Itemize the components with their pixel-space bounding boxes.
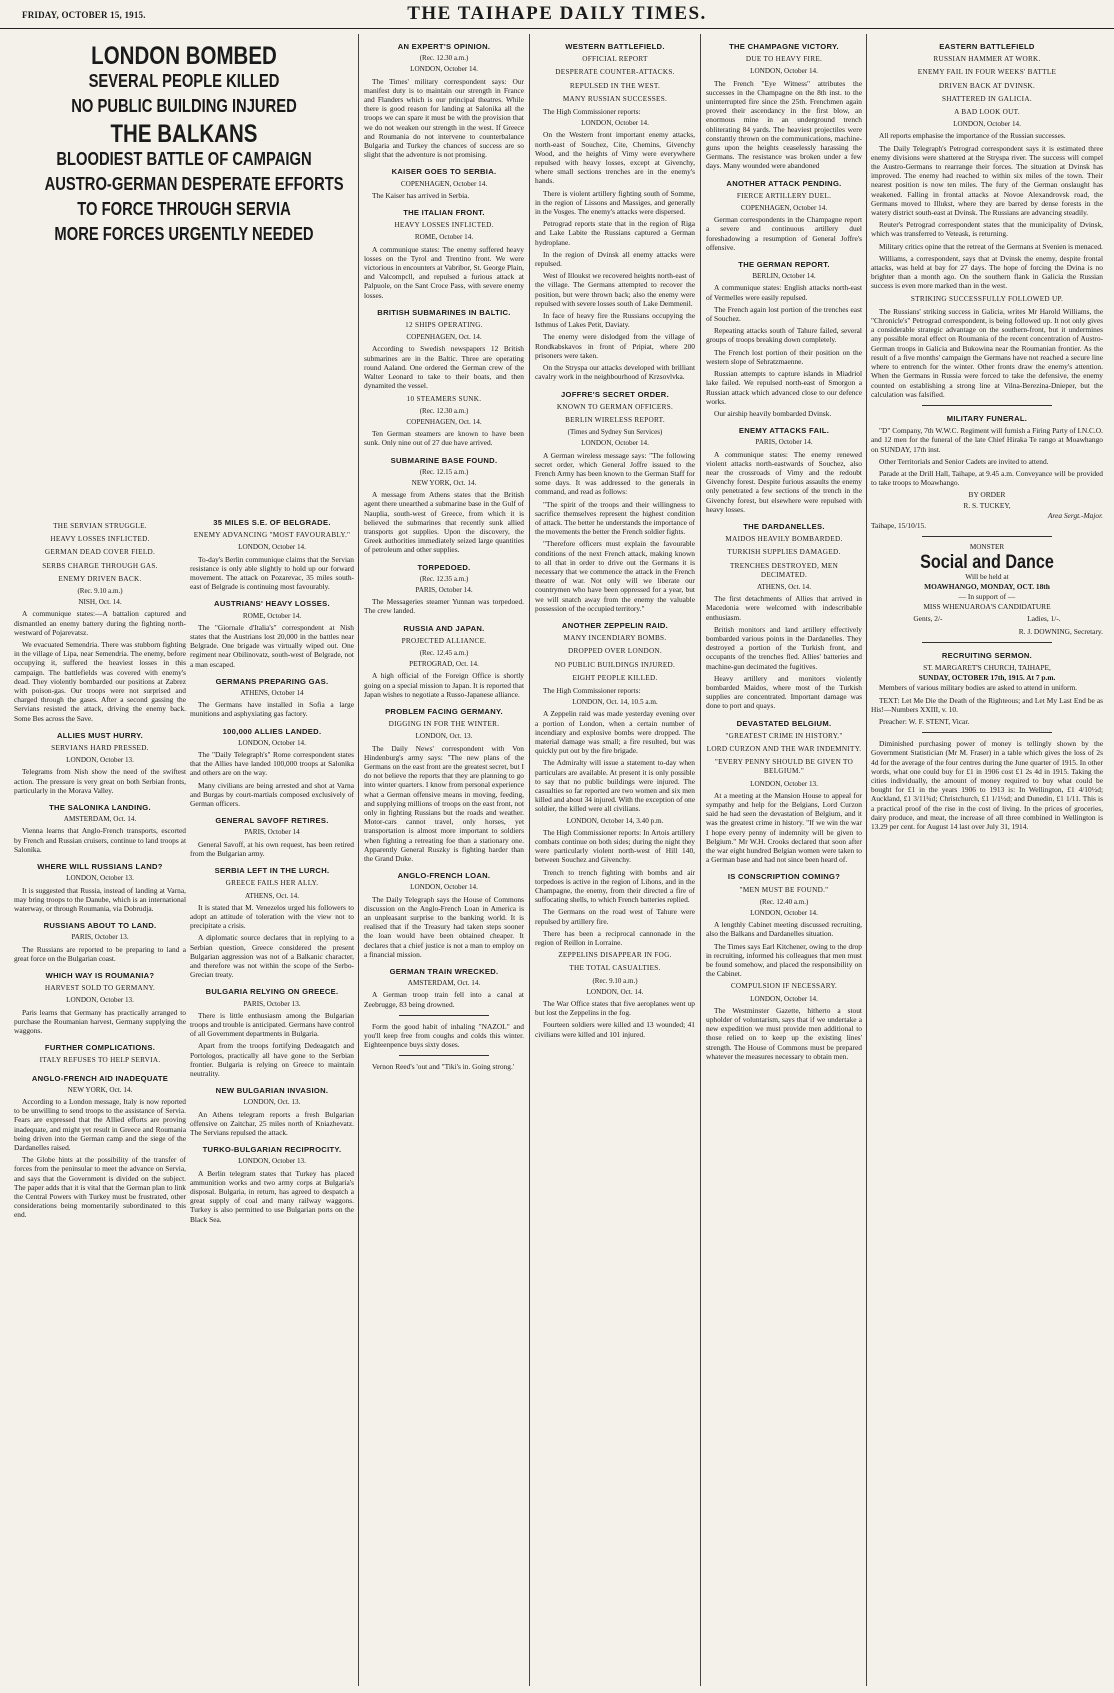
article-paragraph: The "Giornale d'Italia's" correspondent at Nish states that the Austrians lost 20,000 in the battles near Belgrade. One brigade was virtually wiped out. One regiment near Obilinovatz, south-west of Belgrade, not a man escaped.	[190, 622, 354, 669]
section-heading: ANOTHER ZEPPELIN RAID.	[561, 620, 669, 630]
dateline: ATHENS, Oct. 14.	[756, 582, 812, 591]
subhead: DESPERATE COUNTER-ATTACKS.	[555, 68, 675, 77]
banner-headline: LONDON BOMBED	[91, 42, 277, 70]
article-paragraph: The Germans have installed in Sofia a large munitions and asphyxiating gas factory.	[190, 700, 354, 719]
dateline: LONDON, October 13.	[750, 779, 818, 788]
subhead: FIERCE ARTILLERY DUEL.	[736, 191, 832, 200]
received-time: (Rec. 12.30 a.m.)	[419, 54, 469, 63]
banner-headline: AUSTRO-GERMAN DESPERATE EFFORTS	[44, 174, 344, 195]
dateline: LONDON, Oct. 14.	[586, 987, 644, 996]
article-paragraph: A communique states:—A battalion captured and dismantled an enemy battery during the fighting north-westward of Pojarevatsz.	[14, 609, 186, 637]
advert-line: MONSTER	[969, 543, 1005, 552]
notice-paragraph: "D" Company, 7th W.W.C. Regiment will furnish a Firing Party of I.N.C.O. and 12 men for the funeral of the late Chief Hiraka Te rango at Moawhango on SUNDAY, 17th inst.	[871, 426, 1103, 454]
article-paragraph: Petrograd reports state that in the region of Riga and Lake Labite the Russians captured a German hydroplane.	[535, 219, 695, 247]
article-paragraph: A German wireless message says: "The following secret order, which General Joffre issued to the French Army has been known to the German Staff for some days. It was addressed to the generals in command, and read as follows:	[535, 450, 695, 497]
subhead: THE TOTAL CASUALTIES.	[569, 964, 661, 973]
dateline: LONDON, October 14.	[750, 909, 818, 918]
notice-paragraph: Parade at the Drill Hall, Taihape, at 9.45 a.m. Conveyance will be provided to take troops to Moawhango.	[871, 468, 1103, 488]
signature-line: R. S. TUCKEY,	[963, 500, 1011, 510]
received-time: (Rec. 12.30 a.m.)	[419, 406, 469, 415]
subhead: DROPPED OVER LONDON.	[567, 647, 663, 656]
section-heading: GERMAN TRAIN WRECKED.	[389, 967, 499, 977]
article-paragraph: Reuter's Petrograd correspondent states that the municipality of Dvinsk, which was transferred to Veteask, is returning.	[871, 220, 1103, 239]
article-paragraph: Fourteen soldiers were killed and 13 wounded; 41 civilians were killed and 101 injured.	[535, 1020, 695, 1039]
article-paragraph: Telegrams from Nish show the need of the swiftest action. The pressure is very great on both Serbian fronts, particularly in the Morava Valley.	[14, 767, 186, 795]
article-paragraph: A message from Athens states that the British agent there unearthed a submarine base in the Gulf of Nauplia, south-west of Greece, from which it is believed the submarines that recently sunk allied transports got supplies. Upon the discovery, the Greek authorities immediately seized large quantities of petroleum and other supplies.	[364, 490, 524, 555]
article-paragraph: The enemy were dislodged from the village of Rondkabskavos in front of Pripiat, where 200 prisoners were taken.	[535, 332, 695, 360]
section-heading: AUSTRIANS' HEAVY LOSSES.	[214, 599, 330, 609]
section-heading: THE DARDANELLES.	[743, 521, 825, 531]
article-paragraph: German correspondents in the Champagne report a severe and continuous artillery duel foreshadowing a resumption of General Joffre's offensive.	[706, 215, 862, 252]
article-paragraph: In face of heavy fire the Russians occupying the Isthmus of Lakes Petit, Daviaty.	[535, 311, 695, 330]
article-paragraph: The Globe hints at the possibility of the transfer of forces from the peninsular to meet the advance on Servia, and says that the Government is divided on the subject. The paper adds that it is vital that the German plan to link the Central Powers with Turkey must be frustrated, other considerations being momentarily subordinated to this end.	[14, 1155, 186, 1220]
article-paragraph: On the Western front important enemy attacks, north-east of Souchez, Cite, Chemins, Givenchy Wood, and the heights of Vimy were everywhere repulsed with heavy losses, except at Givenchy, where small sections trenches are in the enemy's hands.	[535, 130, 695, 186]
signature-line: BY ORDER	[968, 490, 1006, 500]
column-rule	[358, 34, 359, 1686]
dateline: ATHENS, Oct. 14.	[244, 891, 300, 900]
article-paragraph: The High Commissioner reports: In Artois artillery combats continue on both sides; during the night they were particularly violent north-west of Hill 140, between Souchez and Givenchy.	[535, 827, 695, 865]
article-paragraph: The French "Eye Witness" attributes the successes in the Champagne on the 8th inst. to the uninterrupted fire since the 25th. Frenchmen again proved their ascendancy in the first blow, an enormous mine in an underground trench obliterating 84 yards. The heaviest projectiles were constantly thrown on the communications, machine-guns upon the heights ceaselessly harassing the Germans. The resistance was broken under a few days. Many wounded were abandoned	[706, 78, 862, 171]
article-paragraph: The French again lost portion of the trenches east of Souchez.	[706, 304, 862, 324]
article-paragraph: It is stated that M. Venezelos urged his followers to adopt an attitude of toleration with the view not to precipitate a crisis.	[190, 902, 354, 931]
notice-line: SUNDAY, OCTOBER 17th, 1915. At 7 p.m.	[918, 673, 1056, 683]
dateline: LONDON, October 13.	[238, 1157, 306, 1166]
advert-line: R. J. DOWNING, Secretary.	[1018, 626, 1103, 636]
article-paragraph: Vienna learns that Anglo-French transports, escorted by French and Russian cruisers, continue to land troops at Salonika.	[14, 826, 186, 854]
article-paragraph: On the Stryspa our attacks developed with brilliant cavalry work in the neighbourhood of Krzsovlvka.	[535, 363, 695, 382]
section-heading: BULGARIA RELYING ON GREECE.	[205, 987, 339, 997]
received-time: (Rec. 12.15 a.m.)	[419, 467, 469, 476]
subhead: TURKISH SUPPLIES DAMAGED.	[727, 548, 841, 557]
article-paragraph: There is violent artillery fighting south of Somme, in the region of Lissons and Massiges, and generally in the Vosges. The enemy's attacks were dispersed.	[535, 188, 695, 217]
dateline: LONDON, October 14.	[750, 994, 818, 1003]
subhead: 10 STEAMERS SUNK.	[406, 394, 482, 403]
section-heading: THE SALONIKA LANDING.	[49, 803, 151, 813]
subhead: BERLIN WIRELESS REPORT.	[565, 415, 665, 424]
dateline: PETROGRAD, Oct. 14.	[409, 660, 479, 669]
article-paragraph: The Daily News' correspondent with Von Hindenburg's army says: "The new plans of the Germans on the east front are the greatest secret, but I do not believe the reports that they are planning to go into winter quarters. I know from personal experience what a German offensive means in moving, feeding, and supplying millions of troops on the east front, not only in fighting Russians but the roads and weather. Motor-cars cannot travel, only horses, yet transportation is almost more important to soldiers when fighting a retreating foe than a stationary one. Apparently General Ruszky is fighting harder than the Grand Duke.	[364, 743, 524, 864]
article-paragraph: Diminished purchasing power of money is tellingly shown by the Government Statistician (Mr M. Fraser) in a table which gives the loss of 2s 4d for the average of the four centres during the June quarter of 1915. In other words, what one could buy for £1 in 1906 cost £1 2s 4d in 1915. Taking the cities individually, the amount of money required to buy what could be bought for £1 in the years 1906 to 1913 is: In Wellington, £1 4/10½d; Auckland, £1 3/11¾d; Christchurch, £1 1/1½d; and Dunedin, £1 1/11. This is a practical proof of the rise in the cost of living. In the prices of groceries, dairy produce, and meat, the increase of all three combined in Wellington is 13.29 per cent. for August 14 last over July 31, 1914.	[871, 739, 1103, 832]
section-heading: ANGLO-FRENCH LOAN.	[397, 871, 491, 881]
advertisement-text: Vernon Reed's 'out and "Tiki's in. Going strong.'	[372, 1062, 515, 1072]
dateline: LONDON, Oct. 14, 10.5 a.m.	[572, 698, 658, 707]
subhead: RUSSIAN HAMMER AT WORK.	[933, 55, 1041, 64]
article-paragraph: A communique states: English attacks north-east of Vermelles were easily repulsed.	[706, 283, 862, 302]
subhead: EIGHT PEOPLE KILLED.	[572, 673, 658, 682]
subhead: TRENCHES DESTROYED, MEN DECIMATED.	[729, 561, 839, 579]
section-heading: AN EXPERT'S OPINION.	[397, 42, 491, 51]
subhead: GERMAN DEAD COVER FIELD.	[44, 548, 156, 557]
notice-paragraph: TEXT: Let Me Die the Death of the Righteous; and Let My Last End be as His!—Numbers XXIII, v. 10.	[871, 695, 1103, 714]
banner-headline: MORE FORCES URGENTLY NEEDED	[54, 224, 314, 245]
dateline: ROME, October 14.	[242, 611, 302, 620]
section-heading: GERMANS PREPARING GAS.	[215, 676, 329, 686]
subhead: ITALY REFUSES TO HELP SERVIA.	[39, 1056, 161, 1065]
column-6	[871, 34, 1103, 1688]
dateline: BERLIN, October 14.	[752, 272, 816, 281]
dateline: LONDON, October 14.	[953, 120, 1021, 129]
dateline: LONDON, October 13.	[66, 874, 134, 883]
subhead: DUE TO HEAVY FIRE.	[745, 55, 823, 64]
section-heading: FURTHER COMPLICATIONS.	[44, 1043, 156, 1053]
article-paragraph: West of Illoukst we recovered heights north-east of the village. The Germans attempted to recover the position, but were thrown back; also the enemy were repulsed with severe losses south of Lake Demmenil.	[535, 271, 695, 308]
section-heading: SUBMARINE BASE FOUND.	[390, 455, 498, 465]
dateline: LONDON, October 14.	[750, 67, 818, 76]
column-rule	[866, 34, 867, 1686]
subhead: OFFICIAL REPORT	[582, 55, 648, 64]
subhead: STRIKING SUCCESSFULLY FOLLOWED UP.	[910, 294, 1064, 303]
subhead: ZEPPELINS DISAPPEAR IN FOG.	[558, 951, 672, 960]
article-paragraph: The Russians are reported to be preparing to land a great force on the Bulgarian coast.	[14, 944, 186, 963]
subhead: MANY RUSSIAN SUCCESSES.	[562, 94, 668, 103]
section-heading: RECRUITING SERMON.	[941, 650, 1033, 660]
article-paragraph: We evacuated Semendria. There was stubborn fighting in the village of Lipa, near Semendria. The enemy, before occupying it, suffered the heaviest losses in this campaign. The battlefields was covered with enemy's dead. They violently bombarded our positions at Zabrez with poison-gas. Our troops were not surprised and charged through the gases. After a second gassing the Servians resisted the attack, driving the enemy back. Some Bes across the Save.	[14, 640, 186, 723]
subhead: HARVEST SOLD TO GERMANY.	[44, 984, 156, 993]
section-heading: RUSSIA AND JAPAN.	[403, 623, 485, 633]
dateline: PARIS, October 13.	[243, 999, 301, 1008]
article-paragraph: A communique states: The enemy suffered heavy losses on the Tyrol and Trentino front. We were victorious in encounters at Vabribor, St. George Plain, and Valcompcll, and repulsed a furious attack at Palpuole, on the Sant Croce Pass, with severe enemy losses.	[364, 244, 524, 300]
dateline: LONDON, October 14.	[581, 439, 649, 448]
received-time: (Times and Sydney Sun Services)	[567, 428, 663, 437]
divider	[922, 405, 1052, 406]
section-heading: TORPEDOED.	[417, 562, 471, 572]
dateline: PARIS, October 14.	[755, 438, 813, 447]
article-paragraph: British monitors and land artillery effectively bombarded various points in the Dardanelles. They destroyed a portion of the Turkish front, and occupants of the trenches fled. Allies' batteries and machine-gun decimated the fugitives.	[706, 624, 862, 671]
dateline: AMSTERDAM, Oct. 14.	[63, 815, 137, 824]
section-heading: KAISER GOES TO SERBIA.	[391, 167, 497, 177]
section-heading: THE ITALIAN FRONT.	[403, 208, 485, 218]
article-paragraph: A Berlin telegram states that Turkey has placed ammunition works and two army corps at Bulgaria's disposal. Bulgaria, in return, has agreed to despatch a great supply of coal and many railway waggons. Turkey is also permitted to use Bulgarian ports on the Black Sea.	[190, 1168, 354, 1224]
subhead: 12 SHIPS OPERATING.	[405, 321, 483, 330]
article-paragraph: Trench to trench fighting with bombs and air torpedoes is active in the region of Lihons, and in the Champagne, the enemy, from their directed a fire of suffocating shells, to which French batteries replied.	[535, 867, 695, 905]
subhead: "GREATEST CRIME IN HISTORY."	[725, 731, 843, 740]
lead-banner	[14, 34, 354, 494]
notice-paragraph: Preacher: W. F. STENT, Vicar.	[879, 716, 970, 726]
column-rule	[700, 34, 701, 1686]
column-rule	[529, 34, 530, 1686]
article-paragraph: In the region of Dvinsk all enemy attacks were repulsed.	[535, 249, 695, 269]
article-paragraph: It is suggested that Russia, instead of landing at Varna, may bring troops to the Danube, which is an international waterway, or through Roumania, via Dobrudja.	[14, 885, 186, 913]
issue-date: FRIDAY, OCTOBER 15, 1915.	[22, 10, 146, 20]
article-paragraph: A communique states: The enemy renewed violent attacks north-eastwards of Souchez, also near the crossroads of Vimy and the redoubt Givenchy forest. Despite furious assaults the enemy only penetrated a few sections of the trench in the Givenchy forest, but elsewhere were repulsed with heavy losses.	[706, 449, 862, 514]
dateline: LONDON, October 14, 3.40 p.m.	[566, 816, 664, 825]
subhead: "MEN MUST BE FOUND."	[739, 885, 829, 894]
signature-line: Taihape, 15/10/15.	[871, 520, 927, 530]
section-heading: BRITISH SUBMARINES IN BALTIC.	[377, 307, 511, 317]
article-paragraph: The Messageries steamer Yunnan was torpedoed. The crew landed.	[364, 597, 524, 616]
article-paragraph: The Admiralty will issue a statement to-day when particulars are available. At present it is only possible to say that no public buildings were injured. The casualties so far reported are two women and six men killed and about 34 injured. With the exception of one soldier, the killed were all civilians.	[535, 758, 695, 814]
section-heading: MILITARY FUNERAL.	[946, 413, 1028, 423]
article-paragraph: Repeating attacks south of Tahure failed, several groups of troops breaking down completely.	[706, 326, 862, 345]
section-heading: PROBLEM FACING GERMANY.	[385, 706, 503, 716]
dateline: LONDON, October 14.	[238, 738, 306, 747]
advert-line: — In support of —	[958, 591, 1016, 601]
notice-paragraph: Other Territorials and Senior Cadets are invited to attend.	[879, 456, 1049, 466]
column-3	[364, 34, 524, 1688]
section-heading: WESTERN BATTLEFIELD.	[565, 42, 665, 51]
section-heading: NEW BULGARIAN INVASION.	[215, 1086, 329, 1096]
dateline: COPENHAGEN, October 14.	[400, 179, 488, 188]
article-paragraph: "Therefore officers must explain the favourable conditions of the next French attack, making known to all that in order to drive out the Germans it is necessary that we commence the attack in the French theatre of war. Not only will we liberate our countrymen who have been oppressed for a year, but we will snatch away from the enemy the valuable possession of the occupied territory."	[535, 539, 695, 613]
received-time: (Rec. 12.35 a.m.)	[419, 574, 469, 583]
subhead: NO PUBLIC BUILDINGS INJURED.	[554, 660, 676, 669]
newspaper-title: THE TAIHAPE DAILY TIMES.	[407, 3, 707, 24]
section-heading: GENERAL SAVOFF RETIRES.	[215, 816, 329, 826]
section-heading: RUSSIANS ABOUT TO LAND.	[43, 921, 157, 931]
subhead: HEAVY LOSSES INFLICTED.	[50, 535, 150, 544]
article-paragraph: A German troop train fell into a canal at Zeebrugge, 83 being drowned.	[364, 990, 524, 1009]
section-heading: TURKO-BULGARIAN RECIPROCITY.	[202, 1145, 342, 1155]
article-paragraph: A Zeppelin raid was made yesterday evening over a portion of London, when a certain number of incendiary and explosive bombs were dropped. The material damage was small; a fire resulted, but was quickly put out by the fire brigade.	[535, 709, 695, 756]
subhead: SERVIANS HARD PRESSED.	[51, 744, 149, 753]
article-paragraph: Our airship heavily bombarded Dvinsk.	[714, 408, 832, 418]
dateline: AMSTERDAM, Oct. 14.	[407, 979, 481, 988]
dateline: COPENHAGEN, Oct. 14.	[406, 333, 482, 342]
section-heading: THE GERMAN REPORT.	[738, 260, 830, 270]
section-heading: IS CONSCRIPTION COMING?	[727, 872, 841, 882]
masthead	[0, 0, 1114, 29]
section-heading: SERBIA LEFT IN THE LURCH.	[214, 866, 330, 876]
subhead: HEAVY LOSSES INFLICTED.	[394, 221, 494, 230]
article-paragraph: Ten German steamers are known to have been sunk. Only nine out of 27 due have arrived.	[364, 429, 524, 448]
article-paragraph: Many civilians are being arrested and shot at Varna and Burgas by court-martials composed exclusively of German officers.	[190, 780, 354, 809]
subhead: MANY INCENDIARY BOMBS.	[563, 634, 667, 643]
dateline: PARIS, October 14.	[415, 585, 473, 594]
subhead: SHATTERED IN GALICIA.	[942, 94, 1032, 103]
dateline: LONDON, Oct. 13.	[243, 1098, 301, 1107]
subhead: LORD CURZON AND THE WAR INDEMNITY.	[706, 745, 862, 753]
banner-headline: THE BALKANS	[110, 119, 258, 148]
article-paragraph: Paris learns that Germany has practically arranged to purchase the Roumanian harvest, Germany supplying the waggons.	[14, 1007, 186, 1035]
column-2	[190, 510, 354, 1688]
article-paragraph: The Daily Telegraph's Petrograd correspondent says it is estimated three enemy divisions were shattered at the Stryspa river. The success will compel the Austro-Germans to rearrange their forces. The situation at Dvinsk has improved. The enemy had reached to within six miles of the town. Their nearest position is now ten miles. The fury of the German onslaught has weakened. Falling in frontal attacks at Novoe Alexandrovsk road, the Germans moved to Illukst, where they are barred by dense forests in the watery district south-east at Dvinsk. The Russians are advancing steadily.	[871, 143, 1103, 218]
dateline: NEW YORK, Oct. 14.	[67, 1085, 133, 1094]
banner-headline: SEVERAL PEOPLE KILLED	[88, 71, 280, 92]
subhead: THE SERVIAN STRUGGLE.	[53, 522, 147, 530]
divider	[922, 732, 1052, 733]
divider	[399, 1015, 489, 1016]
subhead: MAIDOS HEAVILY BOMBARDED.	[725, 535, 843, 544]
subhead: KNOWN TO GERMAN OFFICERS.	[556, 402, 674, 411]
section-heading: ANGLO-FRENCH AID INADEQUATE	[31, 1073, 169, 1083]
article-paragraph: There has been a reciprocal cannonade in the region of Reillon in Lorraine.	[535, 928, 695, 948]
dateline: NEW YORK, Oct. 14.	[411, 478, 477, 487]
article-paragraph: A high official of the Foreign Office is shortly going on a special mission to Japan. It is reported that Japan wishes to negotiate a Russo-Japanese alliance.	[364, 671, 524, 699]
article-paragraph: At a meeting at the Mansion House to appeal for sympathy and help for the Belgians, Lord Curzon said he had seen the devastation of Belgium, and it was the greatest crime in history. "If we win the war I hope every penny of indemnity will be given to Belgium." Mr W.H. Crooks declared that soon after the war eight hundred Belgian women were taken to a German base and had not since been heard of.	[706, 790, 862, 865]
article-paragraph: "The spirit of the troops and their willingness to sacrifice themselves represent the highest condition of attack. The better he understands the importance of the movements the better the French soldier fights.	[535, 499, 695, 537]
advert-line: Ladies, 1/-.	[1027, 614, 1061, 624]
subhead: GREECE FAILS HER ALLY.	[225, 879, 319, 888]
dateline: LONDON, October 13.	[66, 756, 134, 765]
divider	[922, 642, 1052, 643]
article-paragraph: A diplomatic source declares that in replying to a Serbian question, Greece considered the present Bulgarian aggression was not of a Balkanic character, and therefore was not within the scope of the Serbo-Grecian treaty.	[190, 933, 354, 980]
subhead: REPULSED IN THE WEST.	[569, 81, 661, 90]
article-paragraph: The first detachments of Allies that arrived in Macedonia were welcomed with indescribable enthusiasm.	[706, 594, 862, 622]
advert-line: MOAWHANGO, MONDAY, OCT. 18th	[924, 581, 1050, 591]
section-heading: WHERE WILL RUSSIANS LAND?	[37, 862, 163, 872]
article-paragraph: Military critics opine that the retreat of the Germans at Svenien is menaced.	[879, 241, 1103, 251]
advert-prices	[871, 614, 1103, 623]
column-4	[535, 34, 695, 1688]
received-time: (Rec. 12.40 a.m.)	[759, 897, 809, 906]
section-heading: JOFFRE'S SECRET ORDER.	[561, 389, 669, 399]
article-paragraph: According to a London message, Italy is now reported to be unwilling to send troops to the assistance of Servia. Fears are expressed that the Allied efforts are proving inadequate, and might yet result in Greece and Roumania being driven into the German camp and the siege of the Dardanelles raised.	[14, 1096, 186, 1152]
dateline: LONDON, October 14.	[410, 65, 478, 74]
subhead: ENEMY DRIVEN BACK.	[58, 574, 142, 583]
banner-headline: NO PUBLIC BUILDING INJURED	[71, 96, 297, 117]
article-paragraph: The Westminster Gazette, hitherto a stout upholder of voluntarism, says that if we undertake a new expedition we must provide men additional to those relied on to keep up the existing lines' strength. The House of Commons must be prepared whatever the measures necessary to obtain men.	[706, 1005, 862, 1061]
advert-line: MISS WHENUAROA'S CANDIDATURE	[923, 602, 1051, 612]
received-time: (Rec. 9.10 a.m.)	[77, 587, 123, 596]
article-paragraph: An Athens telegram reports a fresh Bulgarian offensive on Zaitchar, 25 miles north of Kniazhevatz. The Servians repulsed the attack.	[190, 1109, 354, 1137]
subhead: SERBS CHARGE THROUGH GAS.	[42, 561, 158, 570]
section-heading: DEVASTATED BELGIUM.	[736, 718, 832, 728]
subhead: DRIVEN BACK AT DVINSK.	[938, 81, 1036, 90]
divider	[922, 536, 1052, 537]
column-5	[706, 34, 862, 1688]
dateline: NISH, Oct. 14.	[78, 598, 122, 607]
article-paragraph: The Kaiser has arrived in Serbia.	[372, 190, 470, 200]
dateline: LONDON, October 13.	[66, 996, 134, 1005]
received-time: (Rec. 9.10 a.m.)	[592, 976, 638, 985]
dateline: PARIS, October 14	[244, 828, 300, 837]
article-paragraph: Williams, a correspondent, says that at Dvinsk the enemy, despite frontal attacks, was held at bay for 27 days. The hope of forcing the Dvina is no brighter than a month ago. On the southern flank in Galicia the Russian success is even more marked than in the west.	[871, 253, 1103, 291]
section-heading: ANOTHER ATTACK PENDING.	[726, 178, 842, 188]
dateline: PARIS, October 13.	[71, 933, 129, 942]
signature-line: Area Sergt.-Major.	[1047, 510, 1103, 520]
received-time: (Rec. 12.45 a.m.)	[419, 648, 469, 657]
dateline: ROME, October 14.	[414, 233, 474, 242]
banner-headline: BLOODIEST BATTLE OF CAMPAIGN	[56, 148, 312, 169]
article-paragraph: Heavy artillery and monitors violently bombarded Maidos, where most of the Turkish supplies are concentrated. Important damage was done to port and quays.	[706, 673, 862, 711]
dateline: LONDON, October 14.	[581, 119, 649, 128]
subhead: "EVERY PENNY SHOULD BE GIVEN TO BELGIUM."	[714, 758, 854, 776]
article-paragraph: Russian attempts to capture islands in Miadriol lake failed. We repulsed north-east of Smorgon a Russian attack which advanced close to our defence works.	[706, 369, 862, 406]
article-paragraph: The Times' military correspondent says: Our manifest duty is to maintain our strength in France and Flanders which is our principal theatres. While there is good reason for landing at Salonika all the troops we can spare it must be with the provision that we do not weaken our strength in the west. If Greece and Roumania do not intervene to counterbalance Bulgaria and Turkey the chances of success are so slight that the adventure is not promising.	[364, 76, 524, 160]
notice-paragraph: Members of various military bodies are asked to attend in uniform.	[879, 683, 1078, 693]
section-heading: ALLIES MUST HURRY.	[56, 730, 144, 740]
article-paragraph: According to Swedish newspapers 12 British submarines are in the Baltic. Three are operating round Aaland. One ordered the German crew of the Walter Leonard to take to their boats, and then dynamited the vessel.	[364, 344, 524, 391]
advert-line: Will be held at	[965, 571, 1009, 581]
subhead: ENEMY FAIL IN FOUR WEEKS' BATTLE	[917, 68, 1057, 77]
article-paragraph: To-day's Berlin communique claims that the Servian resistance is only able slightly to hold up our forward movement. The attack on Pozarevac, 35 miles south-east of Belgrade is continuing most favourably.	[190, 554, 354, 592]
section-heading: WHICH WAY IS ROUMANIA?	[45, 970, 155, 980]
subhead: ENEMY ADVANCING "MOST FAVOURABLY."	[193, 531, 351, 540]
dateline: LONDON, October 14.	[410, 883, 478, 892]
article-paragraph: All reports emphasise the importance of the Russian successes.	[879, 131, 1066, 141]
dateline: ATHENS, October 14	[240, 689, 304, 698]
section-heading: 35 MILES S.E. OF BELGRADE.	[213, 518, 331, 527]
dateline: LONDON, Oct. 13.	[415, 732, 473, 741]
notice-line: ST. MARGARET'S CHURCH, TAIHAPE,	[923, 662, 1051, 672]
dateline: COPENHAGEN, October 14.	[740, 204, 828, 213]
article-paragraph: A lengthly Cabinet meeting discussed recruiting, also the Balkans and Dardanelles situation.	[706, 920, 862, 939]
article-paragraph: The Times says Earl Kitchener, owing to the drop in recruiting, informed his colleagues that men must be found somehow, and placed the responsibility on the Cabinet.	[706, 941, 862, 979]
section-heading: THE CHAMPAGNE VICTORY.	[729, 42, 839, 51]
divider	[399, 1055, 489, 1056]
article-paragraph: The High Commissioner reports:	[543, 685, 641, 695]
article-paragraph: The Germans on the road west of Tahure were repulsed by artillery fire.	[535, 907, 695, 926]
section-heading: 100,000 ALLIES LANDED.	[222, 726, 322, 736]
article-paragraph: The Russians' striking success in Galicia, writes Mr Harold Williams, the "Chronicle's" Petrograd correspondent, is being followed up. It not only gives a considerable strategic advantage on the southern-front, but it undermines any possible moral effect on Roumania of the recent concentration of Austro-German troops in Galicia and Bukowina near the Roumanian frontier. As the result of a five months' campaign the Germans have not reached a secure line where to entrench for the winter. Other fronts draw the enemy's attention. When the Germans in Russia were forced to take the defensive, the enemy counted on establishing a strong line at Vilna-Berezina-Dnieper, but the calculation was falsified.	[871, 306, 1103, 399]
article-paragraph: There is little enthusiasm among the Bulgarian troops and trouble is anticipated. Germans have control of all Government departments in Bulgaria.	[190, 1010, 354, 1039]
subhead: COMPULSION IF NECESSARY.	[730, 982, 838, 991]
subhead: A BAD LOOK OUT.	[954, 108, 1020, 117]
article-paragraph: The War Office states that five aeroplanes went up but lost the Zeppelins in the fog.	[535, 999, 695, 1018]
advert-line: Gents, 2/-	[913, 614, 943, 624]
article-paragraph: General Savoff, at his own request, has been retired from the Bulgarian army.	[190, 839, 354, 858]
article-paragraph: The High Commissioner reports:	[543, 107, 641, 117]
subhead: DIGGING IN FOR THE WINTER.	[388, 720, 500, 729]
column-1	[14, 518, 186, 1688]
dateline: LONDON, October 14.	[238, 543, 306, 552]
section-heading: ENEMY ATTACKS FAIL.	[738, 426, 830, 436]
dateline: COPENHAGEN, Oct. 14.	[406, 417, 482, 426]
article-paragraph: The Daily Telegraph says the House of Commons discussion on the Anglo-French Loan in America is an unpleasant surprise to the banking world. It is realised that if the Treasury had taken steps sooner the loan would have been obtained cheaper. It declares that a chief justice is not a man to employ on a financial mission.	[364, 894, 524, 959]
advertisement-text: Form the good habit of inhaling "NAZOL" and you'll keep free from coughs and colds this winter. Eighteenpence buys sixty doses.	[364, 1021, 524, 1050]
article-paragraph: Apart from the troops fortifying Dedeagatch and Portologos, practically all have gone to the Serbian frontier. Bulgaria is relying on Greece to maintain neutrality.	[190, 1041, 354, 1078]
advert-title: Social and Dance	[920, 552, 1054, 574]
article-paragraph: The "Daily Telegraph's" Rome correspondent states that the Allies have landed 100,000 troops at Salonika and others are on the way.	[190, 750, 354, 778]
subhead: PROJECTED ALLIANCE.	[401, 636, 487, 645]
banner-headline: TO FORCE THROUGH SERVIA	[77, 199, 291, 220]
section-heading: EASTERN BATTLEFIELD	[939, 42, 1035, 51]
article-paragraph: The French lost portion of their position on the western slope of Sehratzmaenne.	[706, 347, 862, 366]
